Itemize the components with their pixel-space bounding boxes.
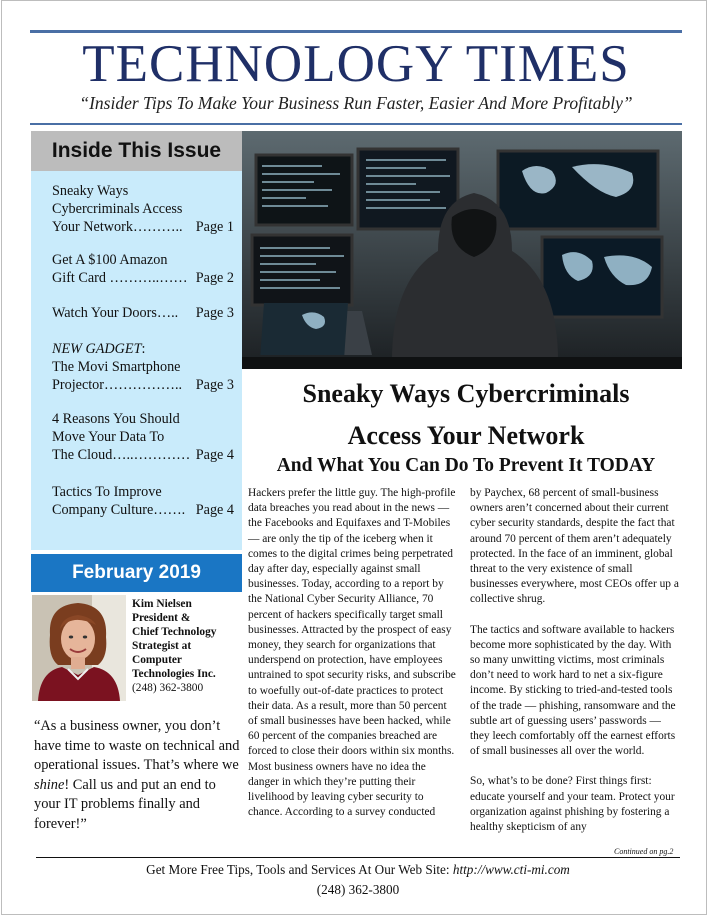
article-column-2 [470,486,682,835]
article-paragraph: by Paychex, 68 percent of small-business owners aren’t concerned about their current cyber security standards, despite the fact that around 70 percent of them aren’t adequately protected. In the face of an imminent, global threat to the very existence of small businesses everywhere, most CEOs offer up a collective shrug. [470,487,679,606]
continued-note: Continued on pg.2 [614,847,674,856]
toc-line: 4 Reasons You Should [52,411,180,427]
toc-gadget-label: NEW GADGET [52,341,142,357]
article-column-1 [248,486,456,820]
toc-item-1[interactable] [52,182,234,236]
toc-last-row [52,446,234,464]
toc-item-6[interactable] [52,483,234,519]
toc-page: Page 1 [195,219,234,235]
article-subhead: And What You Can Do To Prevent It TODAY [276,455,656,476]
headline-line-1: Sneaky Ways Cybercriminals [302,379,630,408]
author-title-line: Strategist at [132,640,192,652]
toc-page: Page 2 [195,270,234,286]
toc-line: Sneaky Ways [52,183,129,199]
toc-dots: ……….. [132,219,183,235]
hacker-hero-image [242,131,682,369]
article-paragraph: Most business owners have no idea the danger in which they’re putting their livelihood by leaving cyber security to chance. According to a survey conducted [248,760,436,819]
quote-emphasis: shine [34,776,65,793]
article-paragraph: The tactics and software available to hackers become more sophisticated by the day. With so many unwitting victims, most criminals don’t need to work hard to net a six-figure income. By sticking to tried-and-tested tools of the trade — phishing, ransomware and the subtle art of guessing users’ passwords — they leech comfortably off the earnest efforts of small businesses all over the world. [470,623,676,758]
quote-text: “As a business owner, you don’t have time to waste on technical and operational issues. That’s where we [34,718,240,774]
toc-last-row [52,304,234,322]
toc-item-3[interactable] [52,304,234,322]
footer-rule [36,857,680,858]
toc-last-row [52,376,234,394]
newsletter-tagline: “Insider Tips To Make Your Business Run Faster, Easier And More Profitably” [79,93,633,113]
toc-line: Get A $100 Amazon [52,252,168,268]
author-phone: (248) 362-3800 [132,682,204,694]
toc-item-4[interactable]: NEW GADGET: The Movi Smartphone Projector…………….. Page 3 [52,341,234,393]
toc-line: Gift Card [52,270,110,286]
masthead-bottom-rule [30,123,682,125]
toc-line: Cybercriminals Access [52,201,183,217]
author-quote [34,717,241,835]
website-link[interactable]: http://www.cti-mi.com [452,862,570,877]
toc-item-2[interactable] [52,251,234,287]
article-paragraph: Hackers prefer the little guy. The high-profile data breaches you read about in the news — the Facebooks and Equifaxes and T-Mobiles — are only the tip of the iceberg when it comes to the digital crimes being perpetrated day after day, especially against small businesses. Today, according to a report by the National Cyber Security Alliance, 70 percent of hackers specifically target small businesses. Attracted by the prospect of easy money, they search for organizations that underspend on protection, have employees untrained to spot security risks, and subscribe to woefully out-of-date practices to protect their data. As a result, more than 50 percent of small businesses have been hacked, while 60 percent of the companies breached are forced to close their doors within six months. [248,487,456,758]
author-title-line: President & [132,612,191,624]
toc-item-5[interactable] [52,410,234,464]
toc-page: Page 3 [195,305,234,321]
toc-page: Page 4 [195,502,234,518]
toc-line: Move Your Data To [52,429,165,445]
author-title-line: Computer [132,654,182,666]
quote-text-end: ! Call us and put an end to your IT problems finally and forever!” [34,776,216,832]
toc-dots: ….. [156,305,179,321]
toc-dots: ………..…… [109,270,188,286]
author-bio [132,597,244,695]
author-title-line: Chief Technology [132,626,217,638]
toc-line: The Cloud [52,447,113,463]
toc-last-row [52,269,234,287]
toc-line: Projector [52,377,105,393]
toc-dots: …..………… [112,447,191,463]
toc-line: Your Network [52,219,133,235]
footer-text: Get More Free Tips, Tools and Services At Our Web Site: [146,862,453,877]
author-photo [32,595,126,701]
toc-dots: …………….. [104,377,183,393]
issue-date-banner: February 2019 [31,554,242,592]
article-paragraph: So, what’s to be done? First things first: educate yourself and your team. Protect your organization against phishing by fostering a healthy skepticism of any [470,775,675,834]
toc-line: Company Culture [52,502,154,518]
headline-line-2: Access Your Network [347,421,585,450]
toc-line: Tactics To Improve [52,484,162,500]
toc-page: Page 4 [195,447,234,463]
inside-issue-heading: Inside This Issue [31,131,242,171]
toc-page: Page 3 [195,377,234,393]
author-name: Kim Nielsen [132,598,192,610]
toc-line: The Movi Smartphone [52,359,181,375]
masthead-top-rule [30,30,682,33]
toc-line: Watch Your Doors [52,305,157,321]
footer-phone: (248) 362-3800 [316,882,400,897]
footer-website-line [36,862,680,878]
author-title-line: Technologies Inc. [132,668,216,680]
article-headline [242,373,690,457]
toc-last-row [52,218,234,236]
toc-dots: ……. [153,502,186,518]
toc-last-row [52,501,234,519]
newsletter-title: TECHNOLOGY TIMES [82,35,630,93]
